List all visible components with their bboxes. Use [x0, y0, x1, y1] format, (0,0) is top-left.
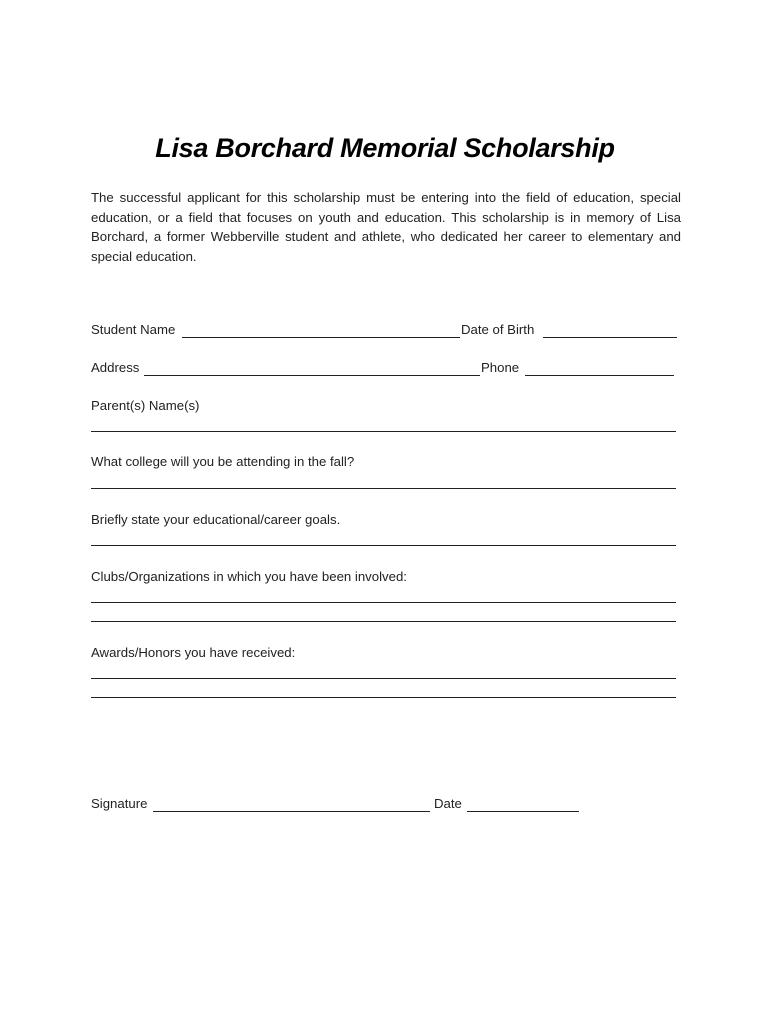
- career-goals-label: Briefly state your educational/career goals.: [91, 512, 341, 527]
- date-of-birth-field[interactable]: [543, 337, 677, 338]
- clubs-field-line-1[interactable]: [91, 602, 676, 603]
- clubs-field-line-2[interactable]: [91, 621, 676, 622]
- signature-label: Signature: [91, 796, 148, 811]
- phone-label: Phone: [481, 360, 520, 375]
- date-of-birth-label: Date of Birth: [461, 322, 535, 337]
- date-label: Date: [434, 796, 462, 811]
- student-name-field[interactable]: [182, 337, 460, 338]
- awards-field-line-2[interactable]: [91, 697, 676, 698]
- student-name-label: Student Name: [91, 322, 176, 337]
- college-label: What college will you be attending in the fall?: [91, 454, 355, 469]
- date-field[interactable]: [467, 811, 579, 812]
- address-label: Address: [91, 360, 140, 375]
- intro-paragraph: The successful applicant for this scholarship must be entering into the field of education, special education, or a field that focuses on youth and education. This scholarship is in memory of Lisa Borchard, a former Webberville student and athlete, who dedicated her career to elementary and special education.: [91, 190, 681, 264]
- parents-name-label: Parent(s) Name(s): [91, 398, 200, 413]
- career-goals-field[interactable]: [91, 545, 676, 546]
- signature-field[interactable]: [153, 811, 430, 812]
- awards-field-line-1[interactable]: [91, 678, 676, 679]
- form-title: Lisa Borchard Memorial Scholarship: [155, 133, 615, 163]
- address-field[interactable]: [144, 375, 480, 376]
- clubs-label: Clubs/Organizations in which you have been involved:: [91, 569, 407, 584]
- awards-label: Awards/Honors you have received:: [91, 645, 296, 660]
- phone-field[interactable]: [525, 375, 674, 376]
- parents-name-field[interactable]: [91, 431, 676, 432]
- college-field[interactable]: [91, 488, 676, 489]
